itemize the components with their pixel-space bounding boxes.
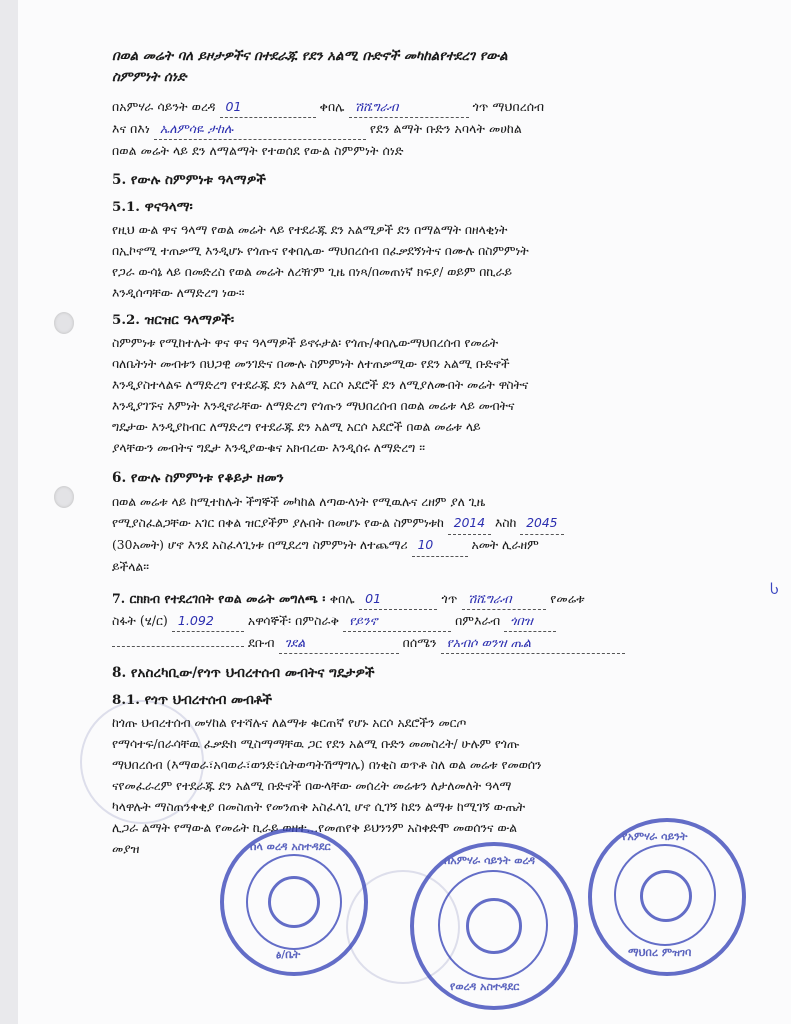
paragraph-line: ከጎጡ ህብረተሰብ መሃከል የተሻሉና ለልማቱ ቁርጠኛ የሆኑ አርሶ አደሮችን መርጦ xyxy=(112,716,467,730)
s7-area-label: ስፋት (ሄ/ር) xyxy=(112,613,168,628)
section-5-2-heading: 5.2. ዝርዝር ዓላማዎች፡ xyxy=(112,312,234,328)
parties-block xyxy=(112,96,708,161)
extension-suffix: አመት ሊራዘም xyxy=(471,538,539,552)
paragraph-line: መያዝ xyxy=(112,842,140,856)
extension-years-value: 10 xyxy=(412,535,468,557)
duration-text: የሚያስፈልጋቸው አገር በቀል ዝርያችም ያሉበት በመሆኑ የውል ስምምነቱከ xyxy=(112,516,444,530)
stamp-text: የወረዳ አስተዳደር xyxy=(450,980,520,993)
paragraph-line: ማህበረሰብ (እማወራ፣አባወራ፣ወንድ፣ሴትወጣትሽማግሌ) በነቂስ ወጥቶ ስለ ወል መሬቱ የመወሰን xyxy=(112,758,542,772)
punch-hole xyxy=(54,312,74,334)
s7-south-value: ገደል xyxy=(279,632,399,654)
paragraph-line: ግዴታው እንዲያከብር ለማድረግ የተደራጁ ደን አልሚ አርሶ አደሮች በወል መሬቱ ላይ xyxy=(112,420,481,434)
official-stamp-right xyxy=(588,818,746,976)
extension-text: (30አመት) ሆኖ እንደ አስፈላጊነቱ በሚደረግ ስምምነት ለተጨማሪ xyxy=(112,538,408,552)
s7-east-label: አዋሳኞች፡ በምስራቅ xyxy=(247,613,340,628)
community-label: ጎጥ ማህበረሰብ xyxy=(472,99,545,114)
until-label: እስከ xyxy=(494,516,517,530)
section-5-heading: 5. የውሉ ስምምነቱ ዓላማዎች xyxy=(112,172,266,188)
s7-area-value: 1.092 xyxy=(172,610,244,632)
group-suffix: የደን ልማት ቡድን አባላት መሀከል xyxy=(369,121,522,136)
paragraph-line: የዚህ ውል ዋና ዓላማ የወል መሬት ላይ የተደራጁ ደን አልሚዎች ደን በማልማት በዘላቂነት xyxy=(112,223,508,237)
paragraph-line: የጋራ ውሳኔ ላይ በመድረስ የወል መሬት ለረዥም ጊዜ በነጻ/በመጠነኛ ክፍያ/ ወይም በኪራይ xyxy=(112,265,512,279)
s7-got-label: ጎጥ xyxy=(441,591,458,606)
blank-line xyxy=(112,646,244,647)
stamp-text: ሰላ ወረዳ አስተዳደር xyxy=(250,840,331,853)
kebele-value: ሽሼግራብ xyxy=(349,96,469,118)
start-year-value: 2014 xyxy=(448,513,491,535)
section-5-1-body xyxy=(112,220,708,304)
document-body xyxy=(112,46,708,860)
paragraph-line: በኢኮኖሚ ተጠቃሚ እንዲሆኑ የጎጡና የቀበሌው ማህበረሰብ በፈቃደኝነትና በሙሉ በስምምነት xyxy=(112,244,529,258)
document-title xyxy=(112,46,708,88)
section-6-heading: 6. የውሉ ስምምነቱ የቆይታ ዘመን xyxy=(112,470,284,486)
title-line: ስምምነት ሰነድ xyxy=(112,69,187,85)
kebele-label: ቀበሌ xyxy=(319,99,345,114)
section-8-1-heading: 8.1. የጎጥ ህብረተሰብ መብቶች xyxy=(112,692,273,708)
s7-land-label: የመሬቱ xyxy=(550,591,585,606)
s7-kebele-label: ቀበሌ xyxy=(329,591,355,606)
s7-kebele-value: 01 xyxy=(359,588,437,610)
stamp-text: የአምሃራ ሳይንት xyxy=(622,830,688,843)
section-7-block xyxy=(112,588,708,654)
s7-north-label: በሰሜን xyxy=(402,635,437,650)
punch-hole xyxy=(54,486,74,508)
stamp-text: ፅ/ቤት xyxy=(276,948,301,961)
s7-east-value: የይንኖ xyxy=(343,610,451,632)
paragraph-line: እንዲሰጣቸው ለማድረግ ነው፡፡ xyxy=(112,286,245,300)
section-7-heading: 7. ርክክብ የተደረገበት የወል መሬት መግለጫ ፡ xyxy=(112,591,326,606)
section-8-heading: 8. የአስረካቢው/የጎጥ ህብረተሰብ መብትና ግዴታዎች xyxy=(112,665,375,681)
paragraph-line: ናየመፈራረም የተደራጁ ደን አልሚ ቡድኖች በውላቸው መሰረት መሬቱን ለታለመለት ዓላማ xyxy=(112,779,512,793)
parties-line: በወል መሬት ላይ ደን ለማልማት የተወሰደ የውል ስምምነት ሰነድ xyxy=(112,143,404,158)
paragraph-line: እንዲያስተላልፍ ለማድረግ የተደራጁ ደን አልሚ አርሶ አደሮች ደን ለሚያለሙበት መሬት ዋስትና xyxy=(112,378,529,392)
paragraph-line: ይችላል፡፡ xyxy=(112,560,150,574)
group-prefix: እና በእነ xyxy=(112,121,150,136)
section-6-body xyxy=(112,492,708,578)
paragraph-line: ስምምነቱ የሚከተሉት ዋና ዋና ዓላማዎች ይኖሩታል፡ የጎጡ/ቀበሌውማህበረሰብ የመሬት xyxy=(112,336,499,350)
paragraph-line: ባለቤትነት መብቱን በህጋዊ መንገድና በሙሉ ስምምነት ለተጠቃሚው የደን አልሚ ቡድኖች xyxy=(112,357,510,371)
official-stamp-middle xyxy=(410,842,578,1010)
s7-west-value: ጎበዝ xyxy=(504,610,556,632)
stamp-text: በአምሃራ ሳይንት ወረዳ xyxy=(444,854,536,867)
paragraph-line: እንዲያገኙና እምነት እንዲኖራቸው ለማድረግ የጎጡን ማህበረሰብ በወል መሬቱ ላይ መብትና xyxy=(112,399,515,413)
paragraph-line: በወል መሬቱ ላይ ከሚተከሉት ችግኞች መካከል ለጣውላነት የሚዉሉና ረዘም ያለ ጊዜ xyxy=(112,495,485,509)
s7-west-label: በምእራብ xyxy=(455,613,501,628)
stamp-text: ማህበረ ምዝገባ xyxy=(628,946,692,959)
paragraph-line: ያላቸውን መብትና ግዴታ እንዲያውቁና አክብረው እንዲሰሩ ለማድረግ ፡፡ xyxy=(112,441,426,455)
margin-mark: Ⴑ xyxy=(770,582,779,598)
section-5-1-heading: 5.1. ዋናዓላማ፡ xyxy=(112,199,193,215)
s7-south-label: ደቡብ xyxy=(248,635,275,650)
paragraph-line: ካላዋሉት ማስጠንቀቂያ በመስጠት የመንጠቅ አስፈላጊ ሆኖ ሲገኝ ከደን ልማቱ ከሚገኝ ውጤት xyxy=(112,800,526,814)
section-5-2-body xyxy=(112,333,708,459)
s7-north-value: የአብሶ ወንዝ ጤል xyxy=(441,632,625,654)
group-leader-value: ኤለምሳዬ ታከሉ xyxy=(154,118,366,140)
woreda-label: በአምሃራ ሳይንት ወረዳ xyxy=(112,99,216,114)
paragraph-line: የማሳተፍ/በራሳቸዉ ፈቃድከ ሚስማማቸዉ ጋር የደን አልሚ ቡድን መመስረት/ ሁሉም የጎጡ xyxy=(112,737,520,751)
official-stamp-left xyxy=(220,828,368,976)
paragraph-line: ሊጋራ ልማት የማውል የመሬት ኪራይ ወዘተ...የመጠየቅ ይህንንም አስቀድሞ መወሰንና ውል xyxy=(112,821,517,835)
end-year-value: 2045 xyxy=(520,513,563,535)
s7-got-value: ሽሼግራብ xyxy=(462,588,546,610)
woreda-value: 01 xyxy=(220,96,316,118)
title-line: በወል መሬት ባለ ይዞታዎችና በተደራጁ የደን አልሚ ቡድኖች መካከልየተደረገ የውል xyxy=(112,48,508,64)
